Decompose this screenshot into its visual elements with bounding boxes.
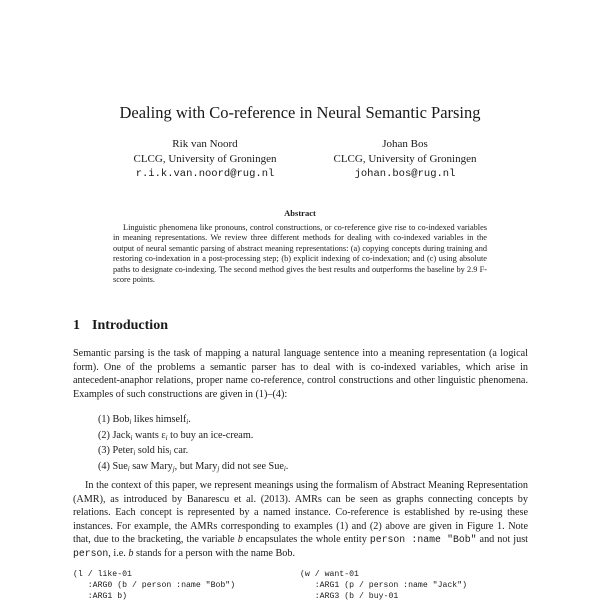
amr-code-left: (l / like-01 :ARG0 (b / person :name "Bob") :ARG1 b) [73, 570, 236, 601]
paragraph-amr: In the context of this paper, we represent meanings using the formalism of Abstract Meaning Representation (AMR), as introduced by Banarescu et al. (2013). AMRs can be seen as graphs connecting concepts by relations. Each concept is represented by a named instance. Co-reference is established by re-using these instances. For example, the AMRs corresponding to examples (1) and (2) above are given in Figure 1. Note that, due to the bracketing, the variable b encapsulates the whole entity person :name "Bob" and not just person, i.e. b stands for a person with the name Bob. [73, 480, 529, 559]
section-title: Introduction [92, 318, 168, 333]
section-number: 1 [73, 318, 80, 333]
paragraph-intro: Semantic parsing is the task of mapping a natural language sentence into a meaning representation (a logical form). One of the problems a semantic parser has to deal with is co-indexed variables, which arise in antecedent-anaphor relations, proper name co-reference, control constructions and other linguistic phenomena. Examples of such constructions are given in (1)–(4): [73, 348, 528, 400]
author-affiliation: CLCG, University of Groningen [333, 153, 477, 165]
author-affiliation: CLCG, University of Groningen [133, 153, 277, 165]
amr-code-right: (w / want-01 :ARG1 (p / person :name "Jack") :ARG3 (b / buy-01 [300, 570, 468, 601]
author-1 [90, 137, 320, 182]
author-2 [290, 137, 520, 182]
paper-title: Dealing with Co-reference in Neural Semantic Parsing [119, 103, 481, 122]
abstract-text: Linguistic phenomena like pronouns, control constructions, or co-reference give rise to co-indexed variables in meaning representations. We review three different methods for dealing with co-indexed variables in the output of neural semantic parsing of abstract meaning representations: (a) copying concepts during training and restoring co-indexation in a post-processing step; (b) explicit indexing of co-indexation; and (c) using absolute paths to designate co-indexing. The second method gives the best results and outperforms the baseline by 2.9 F-score points. [113, 223, 487, 285]
author-email: johan.bos@rug.nl [354, 168, 456, 180]
section-heading [73, 317, 168, 335]
abstract-heading: Abstract [284, 208, 316, 218]
author-name: Johan Bos [382, 138, 428, 150]
author-email: r.i.k.van.noord@rug.nl [135, 168, 275, 180]
example-4: (4) Sue$_i$ saw Mary$_j$, but Mary$_j$ did not see Sue$_i$. [98, 460, 289, 473]
author-name: Rik van Noord [172, 138, 238, 150]
example-2: (2) Jack$_i$ wants $\varepsilon_i$ to buy an ice-cream. [98, 429, 254, 442]
example-1: (1) Bob$_i$ likes himself$_i$. [98, 414, 191, 426]
example-3: (3) Peter$_i$ sold his$_i$ car. [98, 445, 189, 457]
example-list [98, 412, 288, 474]
